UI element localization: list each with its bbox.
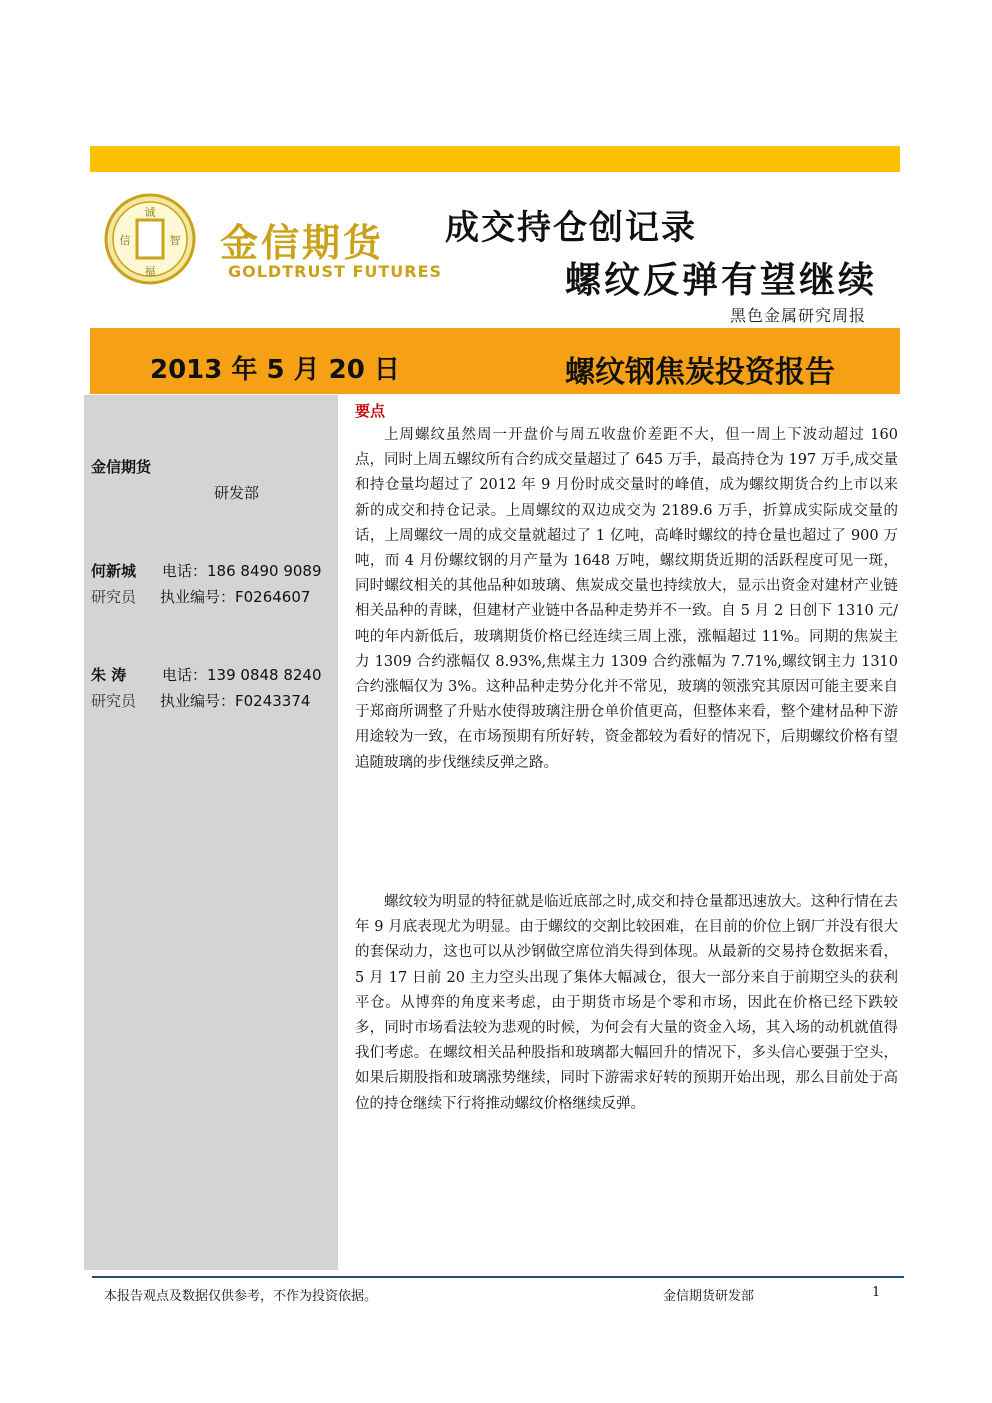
brand-name-en: GOLDTRUST FUTURES [228,262,443,281]
logo-char-bottom: 福 [144,265,156,278]
analyst-name: 朱 涛 [91,666,127,684]
analyst-role: 研究员 [91,588,137,606]
logo-char-top: 诚 [144,206,156,219]
page-number: 1 [872,1285,881,1300]
goldtrust-logo [104,193,196,285]
sidebar [84,395,338,1270]
brand-name-cn: 金信期货 [220,221,385,265]
analyst-phone: 电话：186 8490 9089 [162,562,322,580]
report-title-line2: 螺纹反弹有望继续 [565,259,878,301]
sidebar-company: 金信期货 [91,458,152,476]
logo-char-left: 信 [119,234,131,247]
body-paragraph-2: 螺纹较为明显的特征就是临近底部之时,成交和持仓量都迅速放大。这种行情在去年 9 月底表现尤为明显。由于螺纹的交割比较困难，在目前的价位上钢厂并没有很大的套保动力，这也可以从沙钢做空席位消失得到体现。从最新的交易持仓数据来看，5 月 17 日前 20 主力空头出现了集体大幅减仓，很大一部分来自于前期空头的获利平仓。从博弈的角度来考虑，由于期货市场是个零和市场，因此在价格已经下跌较多，同时市场看法较为悲观的时候，为何会有大量的资金入场，其入场的动机就值得我们考虑。在螺纹相关品种股指和玻璃都大幅回升的情况下，多头信心要强于空头，如果后期股指和玻璃涨势继续，同时下游需求好转的预期开始出现，那么目前处于高位的持仓继续下行将推动螺纹价格继续反弹。 [355,894,898,1112]
footer-department: 金信期货研发部 [663,1289,755,1304]
top-accent-bar [90,146,900,172]
body-paragraph-1: 上周螺纹虽然周一开盘价与周五收盘价差距不大，但一周上下波动超过 160 点，同时上周五螺纹所有合约成交量超过了 645 万手，最高持仓为 197 万手,成交量和持仓量均超过了 2012 年 9 月份时成交量时的峰值，成为螺纹期货合约上市以来新的成交和持仓记录。上周螺纹的双边成交为 2189.6 万手，折算成实际成交量的话，上周螺纹一周的成交量就超过了 1 亿吨，高峰时螺纹的持仓量也超过了 900 万吨，而 4 月份螺纹钢的月产量为 1648 万吨，螺纹期货近期的活跃程度可见一斑，同时螺纹相关的其他品种如玻璃、焦炭成交量也持续放大，显示出资金对建材产业链相关品种的青睐，但建材产业链中各品种走势并不一致。自 5 月 2 日创下 1310 元/吨的年内新低后，玻璃期货价格已经连续三周上涨，涨幅超过 11%。同期的焦炭主力 1309 合约涨幅仅 8.93%,焦煤主力 1309 合约涨幅为 7.71%,螺纹钢主力 1310 合约涨幅仅为 3%。这种品种走势分化并不常见，玻璃的领涨究其原因可能主要来自于郑商所调整了升贴水使得玻璃注册仓单价值更高，但整体来看，整个建材品种下游用途较为一致，在市场预期有所好转，资金都较为看好的情况下，后期螺纹价格有望追随玻璃的步伐继续反弹之路。 [355,427,898,771]
band-report-title: 螺纹钢焦炭投资报告 [565,355,835,390]
logo-char-right: 智 [169,234,181,247]
sidebar-department: 研发部 [214,484,260,502]
analyst-license: 执业编号：F0243374 [160,692,311,710]
report-subtitle: 黑色金属研究周报 [730,306,867,325]
footer-disclaimer: 本报告观点及数据仅供参考，不作为投资依据。 [104,1289,378,1304]
analyst-role: 研究员 [91,692,137,710]
footer-divider [92,1276,904,1278]
analyst-license: 执业编号：F0264607 [160,588,311,606]
report-date: 2013 年 5 月 20 日 [150,355,400,385]
analyst-name: 何新城 [91,562,137,580]
analyst-phone: 电话：139 0848 8240 [162,666,322,684]
report-title-line1: 成交持仓创记录 [445,208,697,248]
section-title-key-points: 要点 [355,402,386,420]
